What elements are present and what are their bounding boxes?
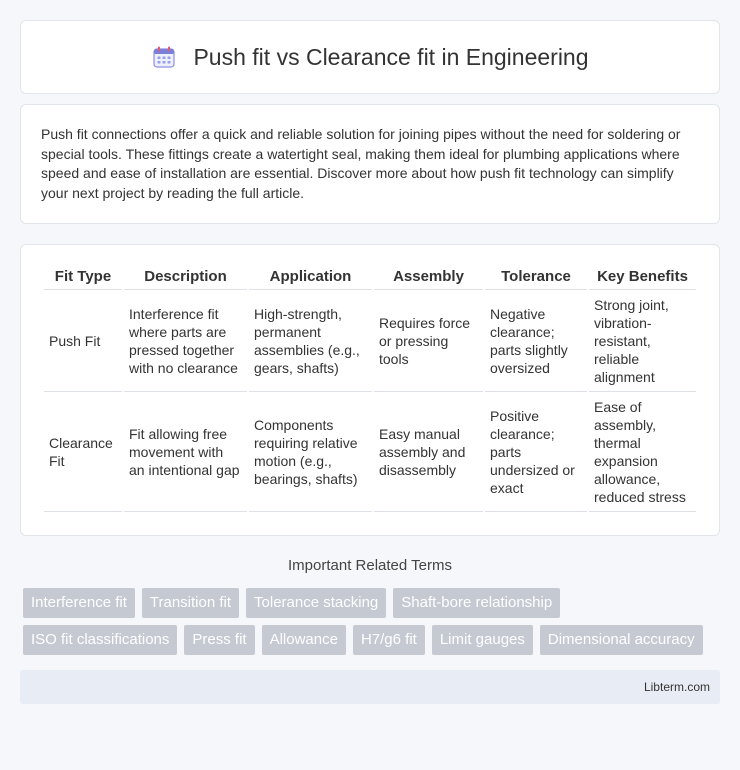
term-tag[interactable]: Transition fit xyxy=(142,588,239,618)
table-cell: Easy manual assembly and disassembly xyxy=(374,392,483,512)
column-header: Assembly xyxy=(374,264,483,290)
related-terms-list xyxy=(20,574,720,655)
calendar-icon xyxy=(151,44,177,70)
table-cell: Negative clearance; parts slightly oversized xyxy=(485,290,587,392)
comparison-table-card xyxy=(20,244,720,536)
column-header: Fit Type xyxy=(44,264,122,290)
table-cell: Push Fit xyxy=(44,290,122,392)
table-cell: Positive clearance; parts undersized or exact xyxy=(485,392,587,512)
term-tag[interactable]: Limit gauges xyxy=(432,625,533,655)
term-tag[interactable]: ISO fit classifications xyxy=(23,625,177,655)
table-cell: Fit allowing free movement with an intentional gap xyxy=(124,392,247,512)
column-header: Application xyxy=(249,264,372,290)
table-header-row xyxy=(44,264,696,290)
term-tag[interactable]: Shaft-bore relationship xyxy=(393,588,560,618)
table-cell: Ease of assembly, thermal expansion allowance, reduced stress xyxy=(589,392,696,512)
table-row xyxy=(44,290,696,392)
column-header: Tolerance xyxy=(485,264,587,290)
intro-card xyxy=(20,104,720,224)
term-tag[interactable]: Tolerance stacking xyxy=(246,588,386,618)
table-cell: Components requiring relative motion (e.g., bearings, shafts) xyxy=(249,392,372,512)
table-cell: High-strength, permanent assemblies (e.g., gears, shafts) xyxy=(249,290,372,392)
table-cell: Requires force or pressing tools xyxy=(374,290,483,392)
footer xyxy=(20,670,720,704)
comparison-table xyxy=(42,264,698,512)
table-row xyxy=(44,392,696,512)
related-terms-title: Important Related Terms xyxy=(288,557,452,574)
column-header: Key Benefits xyxy=(589,264,696,290)
page-title: Push fit vs Clearance fit in Engineering xyxy=(193,43,589,70)
table-cell: Clearance Fit xyxy=(44,392,122,512)
term-tag[interactable]: H7/g6 fit xyxy=(353,625,425,655)
term-tag[interactable]: Interference fit xyxy=(23,588,135,618)
intro-text: Push fit connections offer a quick and reliable solution for joining pipes without the need for soldering or special tools. These fittings create a watertight seal, making them ideal for plumbing applications where speed and ease of installation are essential. Discover more about how push fit technology can simplify your next project by reading the full article. xyxy=(41,126,681,201)
term-tag[interactable]: Allowance xyxy=(262,625,346,655)
footer-brand-link[interactable]: Libterm.com xyxy=(643,680,710,694)
table-cell: Strong joint, vibration-resistant, reliable alignment xyxy=(589,290,696,392)
term-tag[interactable]: Dimensional accuracy xyxy=(540,625,703,655)
title-card xyxy=(20,20,720,94)
table-cell: Interference fit where parts are pressed together with no clearance xyxy=(124,290,247,392)
term-tag[interactable]: Press fit xyxy=(184,625,254,655)
column-header: Description xyxy=(124,264,247,290)
